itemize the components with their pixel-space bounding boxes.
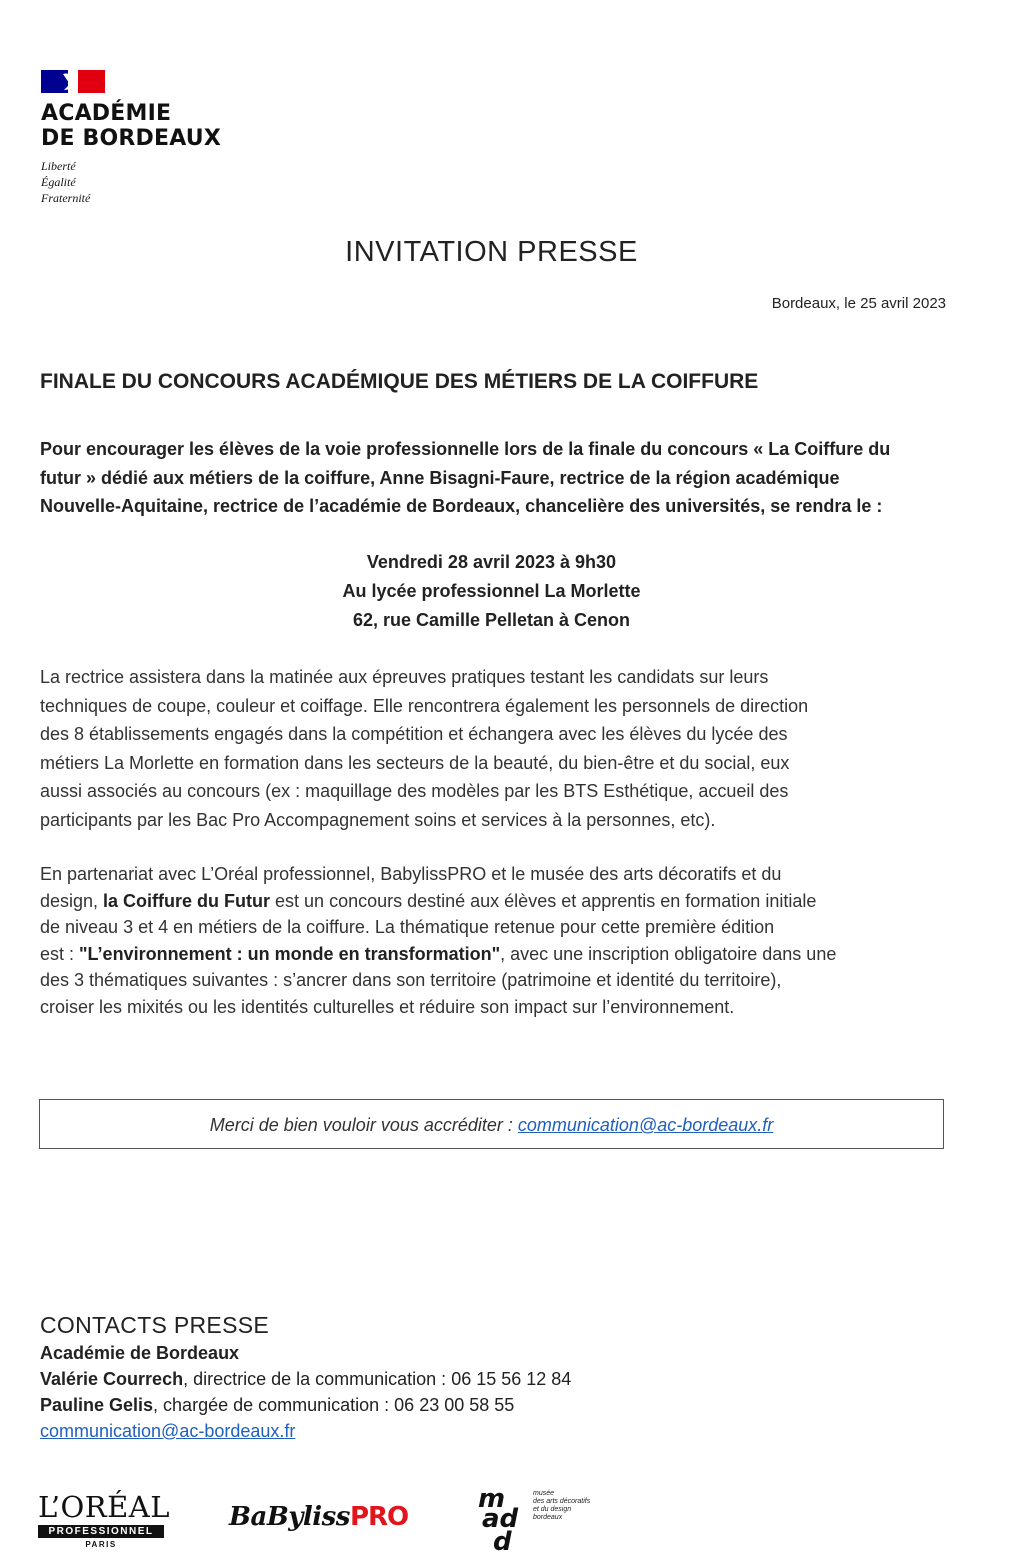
event-place: Au lycée professionnel La Morlette — [342, 581, 641, 601]
logo-name: ACADÉMIE DE BORDEAUX — [41, 101, 222, 151]
madd-subtitle: musée des arts décoratifs et du design bordeaux — [533, 1490, 591, 1521]
accreditation-box — [39, 1099, 944, 1149]
page-title: INVITATION PRESSE — [345, 236, 638, 268]
academie-logo — [41, 70, 261, 206]
contact-2: Pauline Gelis, chargée de communication : 06 23 00 58 55 — [40, 1395, 515, 1415]
intro-paragraph: Pour encourager les élèves de la voie professionnelle lors de la finale du concours « La Coiffure du futur » dédié aux métiers de la coiffure, Anne Bisagni-Faure, rectrice de la région académique Nouvelle-Aquitaine, rectrice de l’académie de Bordeaux, chancelière des universités, se rendra le : — [40, 439, 891, 516]
event-details — [0, 548, 983, 635]
press-contacts — [40, 1310, 740, 1444]
madd-museum-logo: m ad d musée des arts décoratifs et du design bordeaux — [478, 1486, 598, 1558]
date-line: Bordeaux, le 25 avril 2023 — [771, 295, 946, 312]
event-address: 62, rue Camille Pelletan à Cenon — [352, 610, 631, 630]
body-paragraph-1: La rectrice assistera dans la matinée aux épreuves pratiques testant les candidats sur leurs techniques de coupe, couleur et coiffage. Elle rencontrera également les personnels de direction des 8 établissements engagés dans la compétition et échangera avec les élèves du lycée des métiers La Morlette en formation dans les secteurs de la beauté, du bien-être et du social, eux aussi associés au concours (ex : maquillage des modèles par les BTS Esthétique, accueil des participants par les Bac Pro Accompagnement soins et services à la personnes, etc). — [40, 667, 809, 830]
loreal-professionnel-logo: L’ORÉAL PROFESSIONNEL PARIS — [38, 1490, 171, 1549]
babyliss-pro-logo: BaBylissPRO — [229, 1502, 409, 1532]
logo-motto: Liberté Égalité Fraternité — [41, 159, 91, 205]
marianne-flag-icon — [41, 70, 105, 93]
headline: FINALE DU CONCOURS ACADÉMIQUE DES MÉTIERS DE LA COIFFURE — [40, 370, 759, 393]
accreditation-text: Merci de bien vouloir vous accréditer : — [209, 1115, 518, 1135]
body-paragraph-2: En partenariat avec L’Oréal professionnel, BabylissPRO et le musée des arts décoratifs et du design, la Coiffure du Futur est un concours destiné aux élèves et apprentis en formation initiale de niveau 3 et 4 en métiers de la coiffure. La thématique retenue pour cette première édition est : "L’environnement : un monde en transformation", avec une inscription obligatoire dans une des 3 thématiques suivantes : s’ancrer dans son territoire (patrimoine et identité du territoire), croiser les mixités ou les identités culturelles et réduire son impact sur l’environnement. — [40, 864, 837, 1017]
contacts-title: CONTACTS PRESSE — [40, 1312, 269, 1338]
contact-1: Valérie Courrech, directrice de la communication : 06 15 56 12 84 — [40, 1369, 572, 1389]
contacts-email-link[interactable]: communication@ac-bordeaux.fr — [40, 1421, 296, 1441]
contacts-org: Académie de Bordeaux — [40, 1343, 240, 1363]
accreditation-email-link[interactable]: communication@ac-bordeaux.fr — [517, 1115, 774, 1135]
event-date: Vendredi 28 avril 2023 à 9h30 — [366, 552, 617, 572]
